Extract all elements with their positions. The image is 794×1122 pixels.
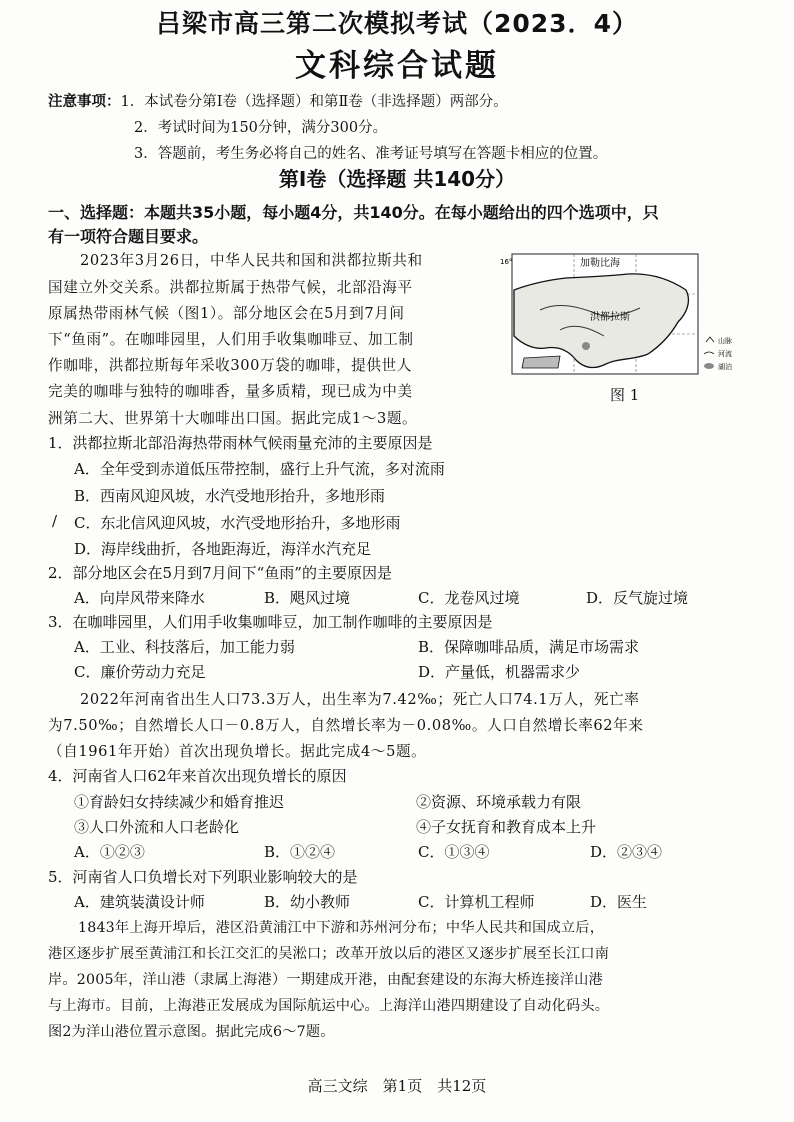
handwritten-mark: / — [52, 512, 58, 530]
q5-option-b: B．幼小教师 — [264, 893, 351, 911]
q4-option-d: D．②③④ — [590, 843, 663, 861]
q2-option-b: B．飓风过境 — [264, 589, 351, 607]
q2-option-a: A．向岸风带来降水 — [74, 589, 205, 607]
q3-option-d: D．产量低，机器需求少 — [418, 663, 581, 681]
q4-statement-1: ①育龄妇女持续减少和婚育推迟 — [74, 793, 285, 811]
q4-statement-3: ③人口外流和人口老龄化 — [74, 818, 240, 836]
note-item-2: 2．考试时间为150分钟，满分300分。 — [134, 120, 388, 136]
q4-option-c: C．①③④ — [418, 843, 490, 861]
passage2-line-1: 2022年河南省出生人口73.3万人，出生率为7.42‰；死亡人口74.1万人，死亡率 — [80, 691, 640, 708]
q5-option-c: C．计算机工程师 — [418, 893, 535, 911]
q1-option-c: C．东北信风迎风坡，水汽受地形抬升，多地形雨 — [74, 514, 401, 532]
section-instruction-1: 一、选择题：本题共35小题，每小题4分，共140分。在每小题给出的四个选项中，只 — [48, 203, 659, 222]
exam-title: 吕梁市高三第二次模拟考试（2023．4） — [156, 9, 638, 38]
q4-stem: 4．河南省人口62年来首次出现负增长的原因 — [48, 767, 347, 785]
figure1-caption: 图 1 — [610, 386, 640, 404]
map-legend — [704, 336, 732, 371]
passage1-line-3: 原属热带雨林气候（图1）。部分地区会在5月到7月间 — [48, 305, 405, 322]
q4-statement-4: ④子女抚育和教育成本上升 — [416, 818, 597, 836]
passage1-line-2: 国建立外交关系。洪都拉斯属于热带气候，北部沿海平 — [48, 279, 413, 296]
q1-option-b: B．西南风迎风坡，水汽受地形抬升，多地形雨 — [74, 487, 386, 505]
q2-option-c: C．龙卷风过境 — [418, 589, 520, 607]
q2-stem: 2．部分地区会在5月到7月间下“鱼雨”的主要原因是 — [48, 564, 392, 582]
legend-mountain: 山脉 — [718, 337, 732, 345]
passage3-line-4: 与上海市。目前，上海港正发展成为国际航运中心。上海洋山港四期建设了自动化码头。 — [48, 998, 610, 1014]
passage3-line-3: 岸。2005年，洋山港（隶属上海港）一期建成开港，由配套建设的东海大桥连接洋山港 — [48, 972, 603, 988]
q3-option-a: A．工业、科技落后，加工能力弱 — [74, 638, 295, 656]
passage1-line-4: 下“鱼雨”。在咖啡园里，人们用手收集咖啡豆、加工制 — [48, 331, 414, 348]
passage3-line-2: 港区逐步扩展至黄浦江和长江交汇的吴淞口；改革开放以后的港区又逐步扩展至长江口南 — [48, 946, 610, 962]
notes-label: 注意事项： — [48, 94, 121, 110]
q1-option-a: A．全年受到赤道低压带控制，盛行上升气流，多对流雨 — [74, 460, 445, 478]
map-sea-label: 加勒比海 — [580, 258, 620, 269]
q2-option-d: D．反气旋过境 — [586, 589, 689, 607]
paper-subtitle: 文科综合试题 — [295, 48, 499, 84]
passage3-line-1: 1843年上海开埠后，港区沿黄浦江中下游和苏州河分布；中华人民共和国成立后， — [78, 920, 605, 936]
notes-line-1 — [48, 90, 508, 111]
q4-statement-2: ②资源、环境承载力有限 — [416, 793, 582, 811]
section-title: 第Ⅰ卷（选择题 共140分） — [278, 167, 516, 191]
q5-option-a: A．建筑装潢设计师 — [74, 893, 205, 911]
q1-stem: 1．洪都拉斯北部沿海热带雨林气候雨量充沛的主要原因是 — [48, 434, 433, 452]
passage1-line-5: 作咖啡，洪都拉斯每年采收300万袋的咖啡，提供世人 — [48, 357, 412, 374]
legend-lake: 湖泊 — [718, 363, 732, 371]
map-country-label: 洪都拉斯 — [590, 312, 630, 323]
legend-river: 河流 — [718, 350, 732, 358]
section-instruction-2: 有一项符合题目要求。 — [48, 227, 209, 246]
passage1-line-7: 洲第二大、世界第十大咖啡出口国。据此完成1～3题。 — [48, 410, 418, 427]
honduras-map — [500, 250, 740, 380]
passage2-line-3: （自1961年开始）首次出现负增长。据此完成4～5题。 — [48, 743, 427, 760]
note-item-3: 3．答题前，考生务必将自己的姓名、准考证号填写在答题卡相应的位置。 — [134, 146, 608, 162]
passage3-line-5: 图2为洋山港位置示意图。据此完成6～7题。 — [48, 1024, 335, 1040]
q3-option-c: C．廉价劳动力充足 — [74, 663, 206, 681]
q3-stem: 3．在咖啡园里，人们用手收集咖啡豆，加工制作咖啡的主要原因是 — [48, 613, 493, 631]
passage1-line-6: 完美的咖啡与独特的咖啡香，量多质精，现已成为中美 — [48, 383, 413, 400]
passage2-line-2: 为7.50‰；自然增长人口－0.8万人，自然增长率为－0.08‰。人口自然增长率62年来 — [48, 717, 644, 734]
passage1-line-1: 2023年3月26日，中华人民共和国和洪都拉斯共和 — [80, 252, 423, 269]
q5-option-d: D．医生 — [590, 893, 648, 911]
q4-option-a: A．①②③ — [74, 843, 145, 861]
map-lat-label: 16° — [500, 258, 513, 266]
q4-option-b: B．①②④ — [264, 843, 336, 861]
q3-option-b: B．保障咖啡品质，满足市场需求 — [418, 638, 640, 656]
q1-option-d: D．海岸线曲折，各地距海近，海洋水汽充足 — [74, 540, 372, 558]
q5-stem: 5．河南省人口负增长对下列职业影响较大的是 — [48, 868, 358, 886]
page-footer: 高三文综 第1页 共12页 — [307, 1077, 487, 1095]
note-item-1: 1．本试卷分第Ⅰ卷（选择题）和第Ⅱ卷（非选择题）两部分。 — [120, 94, 508, 110]
